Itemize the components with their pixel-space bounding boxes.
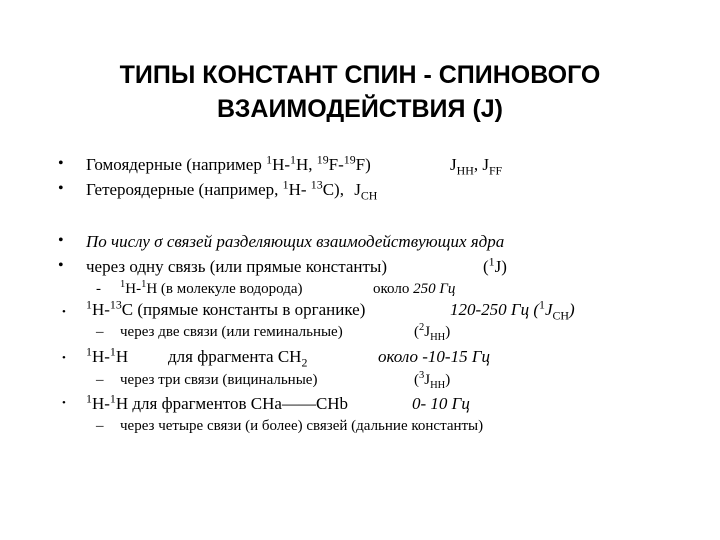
title-line-2: ВЗАИМОДЕЙСТВИЯ (J) (217, 95, 503, 123)
slide-title (60, 58, 660, 126)
small-bullet: • (62, 397, 66, 409)
hydrogen-molecule-value: около 250 Гц (373, 281, 456, 297)
ch2-range: около -10-15 Гц (378, 347, 490, 366)
sub-long-range: через четыре связи (и более) связей (дальние константы) (120, 418, 484, 434)
sub-geminal: через две связи (или геминальные) (120, 324, 343, 340)
bullet-marker: • (58, 180, 64, 197)
bullet-homonuclear: Гомоядерные (например $^1$H-$^1$H, $^{19}$F-$^{19}$F) (86, 152, 371, 174)
sub-vicinal: через три связи (вицинальные) (120, 372, 318, 388)
bullet-one-bond: через одну связь (или прямые константы) (86, 257, 388, 276)
ch2-fragment: для фрагмента $СН_2$ (168, 347, 308, 370)
sub-dash: – (96, 418, 104, 434)
row-h-c13: $^1$H-$^{13}$C (прямые константы в органике) (86, 297, 366, 319)
title-line-1: ТИПЫ КОНСТАНТ СПИН - СПИНОВОГО (119, 61, 601, 89)
cha-chb-range: 0- 10 Гц (412, 394, 470, 413)
bullet-sigma-bonds: По числу σ связей разделяющих взаимодействующих ядра (86, 232, 505, 251)
row-h-h-cha-chb: $^1$H-$^1$H для фрагментов СНа——СНb (86, 391, 349, 413)
sub-dash: - (96, 281, 101, 297)
sub-dash: – (96, 324, 104, 340)
small-bullet: • (62, 352, 66, 364)
sub-dash: – (96, 372, 104, 388)
row-h-h-ch2: $^1$H-$^1$H (86, 344, 129, 366)
geminal-constant: $(^2J_{HH})$ (414, 322, 451, 343)
bullet-marker: • (58, 257, 64, 274)
bullet-marker: • (58, 155, 64, 172)
vicinal-constant: $(^3J_{HH})$ (414, 370, 451, 391)
small-bullet: • (62, 306, 66, 318)
h-c13-range: 120-250 Гц $(^1J_{CH})$ (450, 297, 575, 323)
bullet-heteronuclear: Гетероядерные (например, $^1$H- $^{13}$C), $J_{CH}$ (86, 177, 378, 203)
homonuclear-constants: $J_{HH}$, $J_{FF}$ (450, 155, 503, 178)
bullet-marker: • (58, 232, 64, 249)
one-bond-constant: ($^1$J) (483, 254, 507, 276)
sub-hydrogen-molecule: $^1$H-$^1$H (в молекуле водорода) (120, 279, 303, 297)
